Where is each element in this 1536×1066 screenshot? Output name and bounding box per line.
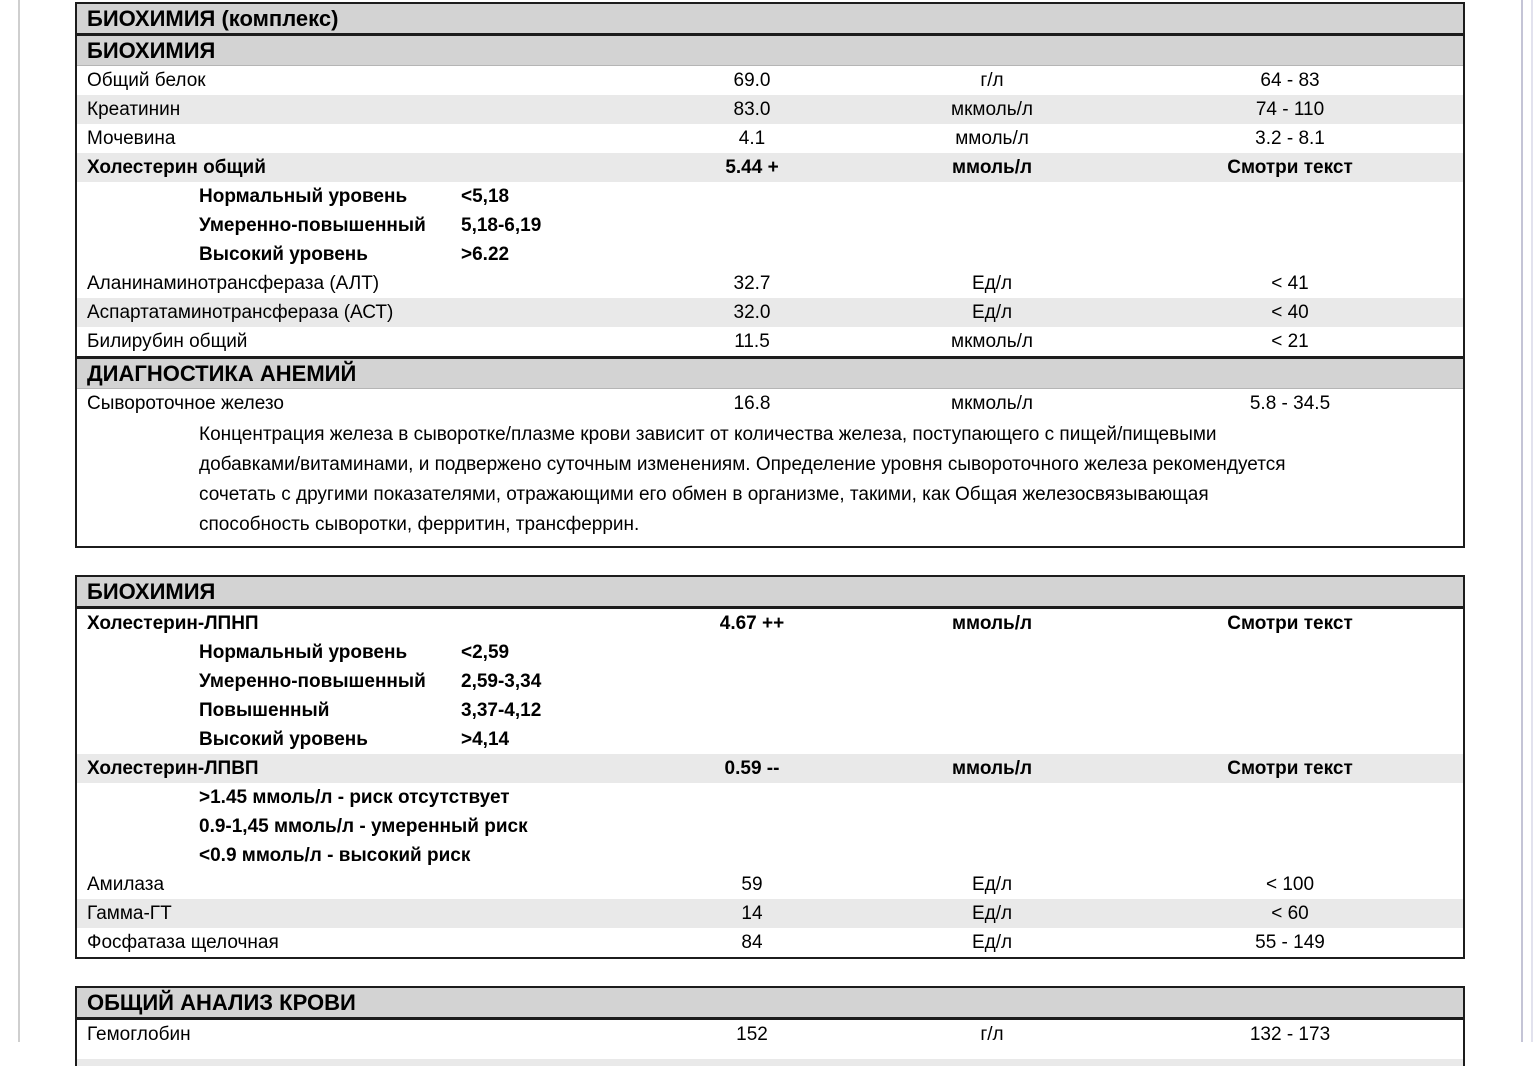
reference-level-label: Умеренно-повышенный: [199, 671, 426, 692]
biochemistry-lipids-block: [75, 575, 1465, 959]
result-unit: ммоль/л: [951, 613, 1033, 634]
reference-range: < 41: [1271, 273, 1309, 294]
result-unit: мкмоль/л: [951, 393, 1033, 414]
analyte-comment-line: сочетать с другими показателями, отражающими его обмен в организме, такими, как Общая железосвязывающая: [199, 484, 1209, 505]
reference-level-row: [77, 696, 1463, 725]
result-row: [77, 1020, 1463, 1049]
reference-level-value: <2,59: [461, 642, 510, 663]
analyte-name: Аланинаминотрансфераза (АЛТ): [87, 273, 380, 294]
analyte-name: Фосфатаза щелочная: [87, 932, 279, 953]
analyte-name: Холестерин-ЛПВП: [87, 758, 259, 779]
cut-off-next-row: [77, 1059, 1463, 1066]
section-header-band: ДИАГНОСТИКА АНЕМИЙ: [77, 356, 1463, 389]
result-row: [77, 124, 1463, 153]
reference-range: < 40: [1271, 302, 1309, 323]
result-unit: мкмоль/л: [951, 331, 1033, 352]
reference-level-label: Нормальный уровень: [199, 642, 408, 663]
reference-level-row: [77, 725, 1463, 754]
analyte-name: Аспартатаминотрансфераза (АСТ): [87, 302, 394, 323]
reference-range: 3.2 - 8.1: [1255, 128, 1325, 149]
risk-level-row: 0.9-1,45 ммоль/л - умеренный риск: [199, 816, 528, 837]
reference-level-value: 2,59-3,34: [461, 671, 542, 692]
biochemistry-complex-block: [75, 2, 1465, 548]
analyte-name: Гамма-ГТ: [87, 903, 172, 924]
reference-range: 132 - 173: [1249, 1024, 1331, 1045]
scrollbar-track-line[interactable]: [1521, 0, 1523, 1042]
block-title-band: БИОХИМИЯ (комплекс): [77, 4, 1463, 36]
result-row: [77, 298, 1463, 327]
result-unit: ммоль/л: [955, 128, 1029, 149]
result-unit: мкмоль/л: [951, 99, 1033, 120]
result-value: 84: [741, 932, 763, 953]
result-row: [77, 870, 1463, 899]
result-value: 4.1: [738, 128, 766, 149]
result-value: 11.5: [734, 331, 770, 352]
result-value: 83.0: [733, 99, 771, 120]
reference-level-value: >4,14: [461, 729, 510, 750]
result-unit: Ед/л: [971, 302, 1013, 323]
reference-level-row: [77, 211, 1463, 240]
page-left-edge-line: [18, 0, 20, 1042]
reference-level-label: Умеренно-повышенный: [199, 215, 426, 236]
reference-level-value: >6.22: [461, 244, 510, 265]
result-unit: г/л: [980, 1024, 1004, 1045]
reference-range: Смотри текст: [1227, 613, 1353, 634]
reference-level-value: <5,18: [461, 186, 510, 207]
reference-level-label: Высокий уровень: [199, 729, 368, 750]
result-value: 4.67 ++: [719, 613, 785, 634]
analyte-name: Гемоглобин: [87, 1024, 191, 1045]
result-value: 32.7: [733, 273, 771, 294]
result-value: 16.8: [733, 393, 771, 414]
reference-level-value: 5,18-6,19: [461, 215, 542, 236]
complete-blood-count-block: [75, 986, 1465, 1066]
reference-level-row: [77, 638, 1463, 667]
analyte-comment-line: способность сыворотки, ферритин, трансферрин.: [199, 514, 640, 535]
reference-range: Смотри текст: [1227, 157, 1353, 178]
analyte-name: Холестерин общий: [87, 157, 266, 178]
result-value: 32.0: [733, 302, 771, 323]
result-unit: ммоль/л: [951, 157, 1033, 178]
reference-range: 74 - 110: [1255, 99, 1325, 120]
result-row: [77, 327, 1463, 356]
scrollbar-edge-line: [1531, 0, 1533, 1042]
block-title-band: БИОХИМИЯ: [77, 577, 1463, 609]
analyte-name: Билирубин общий: [87, 331, 248, 352]
reference-level-label: Нормальный уровень: [199, 186, 408, 207]
result-row: [77, 153, 1463, 182]
result-row: [77, 389, 1463, 418]
result-row: [77, 269, 1463, 298]
section-header-band: БИОХИМИЯ: [77, 36, 1463, 66]
analyte-name: Мочевина: [87, 128, 176, 149]
result-value: 5.44 +: [725, 157, 779, 178]
result-value: 152: [736, 1024, 768, 1045]
risk-level-row: <0.9 ммоль/л - высокий риск: [199, 845, 471, 866]
reference-level-row: [77, 182, 1463, 211]
reference-range: 64 - 83: [1260, 70, 1320, 91]
reference-level-row: [77, 240, 1463, 269]
reference-range: < 21: [1271, 331, 1309, 352]
result-row: [77, 754, 1463, 783]
block-title-band: ОБЩИЙ АНАЛИЗ КРОВИ: [77, 988, 1463, 1020]
reference-range: Смотри текст: [1227, 758, 1353, 779]
analyte-name: Общий белок: [87, 70, 206, 91]
result-value: 14: [741, 903, 763, 924]
result-unit: г/л: [980, 70, 1004, 91]
analyte-comment: [77, 418, 1463, 546]
lab-report: [75, 2, 1465, 1066]
result-unit: Ед/л: [971, 932, 1013, 953]
analyte-comment-line: добавками/витаминами, и подвержено суточным изменениям. Определение уровня сывороточного железа рекомендуется: [199, 454, 1286, 475]
result-value: 69.0: [733, 70, 771, 91]
result-row: [77, 66, 1463, 95]
reference-level-label: Высокий уровень: [199, 244, 368, 265]
result-unit: Ед/л: [971, 903, 1013, 924]
result-row: [77, 95, 1463, 124]
analyte-comment-line: Концентрация железа в сыворотке/плазме крови зависит от количества железа, поступающего с пищей/пищевыми: [199, 424, 1217, 445]
result-value: 0.59 --: [724, 758, 780, 779]
analyte-name: Креатинин: [87, 99, 181, 120]
reference-level-label: Повышенный: [199, 700, 330, 721]
analyte-name: Амилаза: [87, 874, 165, 895]
analyte-name: Холестерин-ЛПНП: [87, 613, 259, 634]
analyte-name: Сывороточное железо: [87, 393, 284, 414]
reference-range: 5.8 - 34.5: [1249, 393, 1331, 414]
result-row: [77, 928, 1463, 957]
result-unit: Ед/л: [971, 874, 1013, 895]
reference-range: < 100: [1265, 874, 1315, 895]
reference-range: < 60: [1271, 903, 1309, 924]
result-unit: Ед/л: [971, 273, 1013, 294]
result-unit: ммоль/л: [951, 758, 1033, 779]
result-value: 59: [741, 874, 763, 895]
reference-level-value: 3,37-4,12: [461, 700, 542, 721]
reference-level-row: [77, 667, 1463, 696]
risk-level-row: >1.45 ммоль/л - риск отсутствует: [199, 787, 510, 808]
result-row: [77, 609, 1463, 638]
reference-range: 55 - 149: [1255, 932, 1325, 953]
result-row: [77, 899, 1463, 928]
